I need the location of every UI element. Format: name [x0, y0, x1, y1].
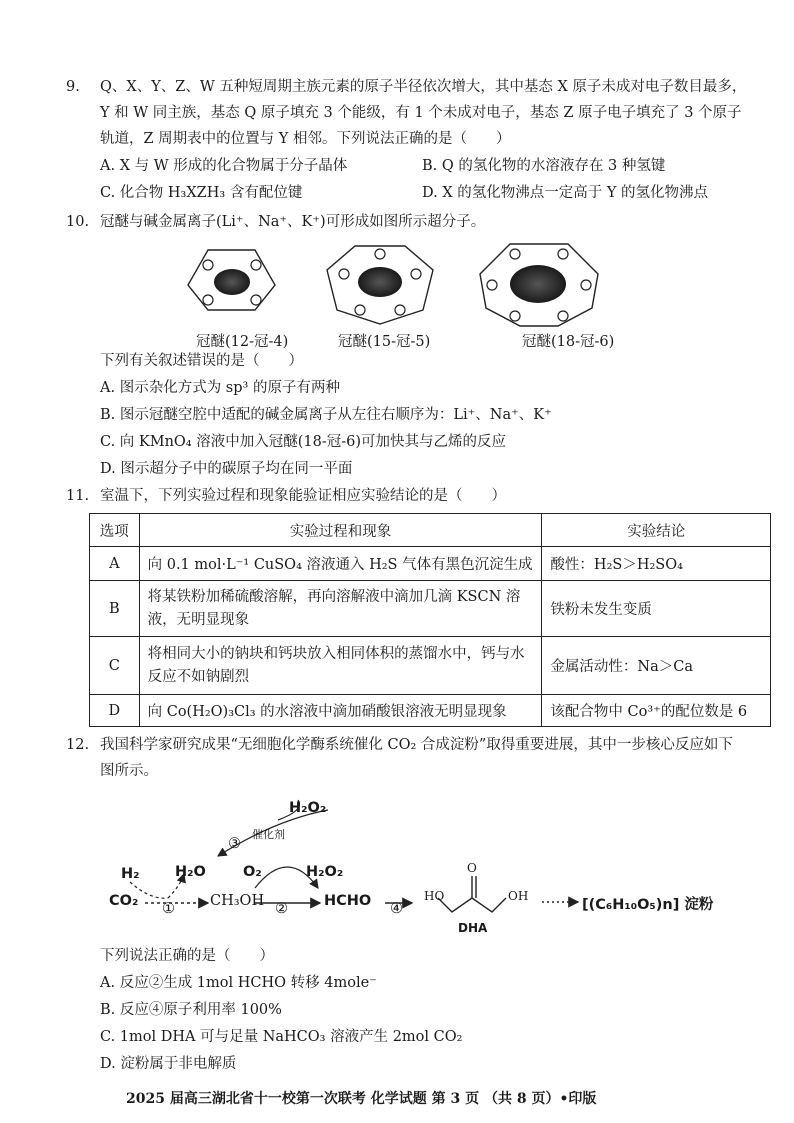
row-conclusion: 酸性：H₂S＞H₂SO₄ [542, 547, 771, 581]
q10-option-b: B. 图示冠醚空腔中适配的碱金属离子从左往右顺序为：Li⁺、Na⁺、K⁺ [100, 407, 552, 423]
q12-prompt: 下列说法正确的是（ ） [100, 948, 274, 964]
q12-option-c: C. 1mol DHA 可与足量 NaHCO₃ 溶液产生 2mol CO₂ [100, 1029, 463, 1045]
q9-stem-line2: Y 和 W 同主族，基态 Q 原子填充 3 个能级，有 1 个未成对电子，基态 Z 原子电子填充了 3 个原子 [100, 105, 742, 121]
page-footer: 2025 届高三湖北省十一校第一次联考 化学试题 第 3 页 （共 8 页）•印版 [126, 1091, 597, 1107]
label-step-3: ③ [228, 836, 241, 852]
table-row [90, 581, 771, 637]
label-o2: O₂ [243, 864, 262, 880]
table-row [90, 637, 771, 695]
q9-option-a: A. X 与 W 形成的化合物属于分子晶体 [100, 158, 348, 174]
q11-number: 11. [66, 488, 90, 504]
label-catalyst: 催化剂 [252, 828, 285, 841]
row-option: C [90, 637, 140, 695]
q9-stem-line1: Q、X、Y、Z、W 五种短周期主族元素的原子半径依次增大，其中基态 X 原子未成对电子数目最多， [100, 79, 747, 95]
row-procedure: 将某铁粉加稀硫酸溶解，再向溶解液中滴加几滴 KSCN 溶液，无明显现象 [139, 581, 542, 637]
experiment-table [89, 513, 771, 727]
q10-number: 10. [66, 214, 90, 230]
row-procedure: 向 0.1 mol·L⁻¹ CuSO₄ 溶液通入 H₂S 气体有黑色沉淀生成 [139, 547, 542, 581]
label-ch3oh: CH₃OH [210, 893, 265, 909]
label-ho: HO [424, 889, 445, 903]
label-step-4: ④ [390, 901, 403, 917]
q10-stem: 冠醚与碱金属离子(Li⁺、Na⁺、K⁺)可形成如图所示超分子。 [100, 214, 486, 230]
crown-18-6-structure [480, 244, 598, 326]
q10-option-c: C. 向 KMnO₄ 溶液中加入冠醚(18-冠-6)可加快其与乙烯的反应 [100, 434, 507, 450]
label-oh: OH [508, 889, 529, 903]
label-dha: DHA [458, 921, 488, 935]
row-conclusion: 金属活动性：Na＞Ca [542, 637, 771, 695]
q10-option-a: A. 图示杂化方式为 sp³ 的原子有两种 [100, 380, 340, 396]
q12-option-b: B. 反应④原子利用率 100% [100, 1002, 282, 1018]
label-step-2: ② [275, 901, 288, 917]
q9-option-d: D. X 的氢化物沸点一定高于 Y 的氢化物沸点 [422, 185, 709, 201]
label-starch: [(C₆H₁₀O₅)n] 淀粉 [582, 897, 714, 913]
header-option: 选项 [90, 514, 140, 547]
q9-option-c: C. 化合物 H₃XZH₃ 含有配位键 [100, 185, 303, 201]
label-h2o2-right: H₂O₂ [306, 864, 344, 880]
q12-stem-line1: 我国科学家研究成果“无细胞化学酶系统催化 CO₂ 合成淀粉”取得重要进展，其中一步核心反应如下 [100, 737, 733, 753]
row-option: B [90, 581, 140, 637]
crown-ether-figure [180, 240, 620, 330]
table-header-row [90, 514, 771, 547]
label-h2: H₂ [121, 866, 140, 882]
q12-stem-line2: 图所示。 [100, 763, 158, 779]
row-procedure: 向 Co(H₂O)₃Cl₃ 的水溶液中滴加硝酸银溶液无明显现象 [139, 695, 542, 727]
label-h2o: H₂O [175, 864, 206, 880]
q10-option-d: D. 图示超分子中的碳原子均在同一平面 [100, 461, 353, 477]
row-conclusion: 该配合物中 Co³⁺的配位数是 6 [542, 695, 771, 727]
caption-15-crown-5: 冠醚(15-冠-5) [338, 334, 431, 350]
row-option: D [90, 695, 140, 727]
header-procedure: 实验过程和现象 [139, 514, 542, 547]
q10-prompt: 下列有关叙述错误的是（ ） [100, 353, 303, 369]
q11-stem: 室温下，下列实验过程和现象能验证相应实验结论的是（ ） [100, 488, 506, 504]
row-option: A [90, 547, 140, 581]
row-conclusion: 铁粉未发生变质 [542, 581, 771, 637]
label-h2o2-top: H₂O₂ [289, 800, 327, 816]
row-procedure: 将相同大小的钠块和钙块放入相同体积的蒸馏水中，钙与水反应不如钠剧烈 [139, 637, 542, 695]
table-row [90, 547, 771, 581]
q12-option-a: A. 反应②生成 1mol HCHO 转移 4mole⁻ [100, 975, 377, 991]
label-carbonyl-o: O [467, 861, 477, 875]
caption-18-crown-6: 冠醚(18-冠-6) [522, 334, 615, 350]
caption-12-crown-4: 冠醚(12-冠-4) [196, 334, 289, 350]
header-conclusion: 实验结论 [542, 514, 771, 547]
label-co2: CO₂ [109, 893, 139, 909]
label-step-1: ① [162, 901, 175, 917]
q9-stem-line3: 轨道，Z 周期表中的位置与 Y 相邻。下列说法正确的是（ ） [100, 131, 511, 147]
crown-12-4-structure [188, 250, 275, 310]
q9-number: 9. [66, 79, 80, 95]
q9-option-b: B. Q 的氢化物的水溶液存在 3 种氢键 [422, 158, 666, 174]
crown-15-5-structure [327, 246, 433, 324]
q12-number: 12. [66, 737, 90, 753]
label-hcho: HCHO [324, 893, 372, 909]
q12-option-d: D. 淀粉属于非电解质 [100, 1056, 237, 1072]
table-row [90, 695, 771, 727]
